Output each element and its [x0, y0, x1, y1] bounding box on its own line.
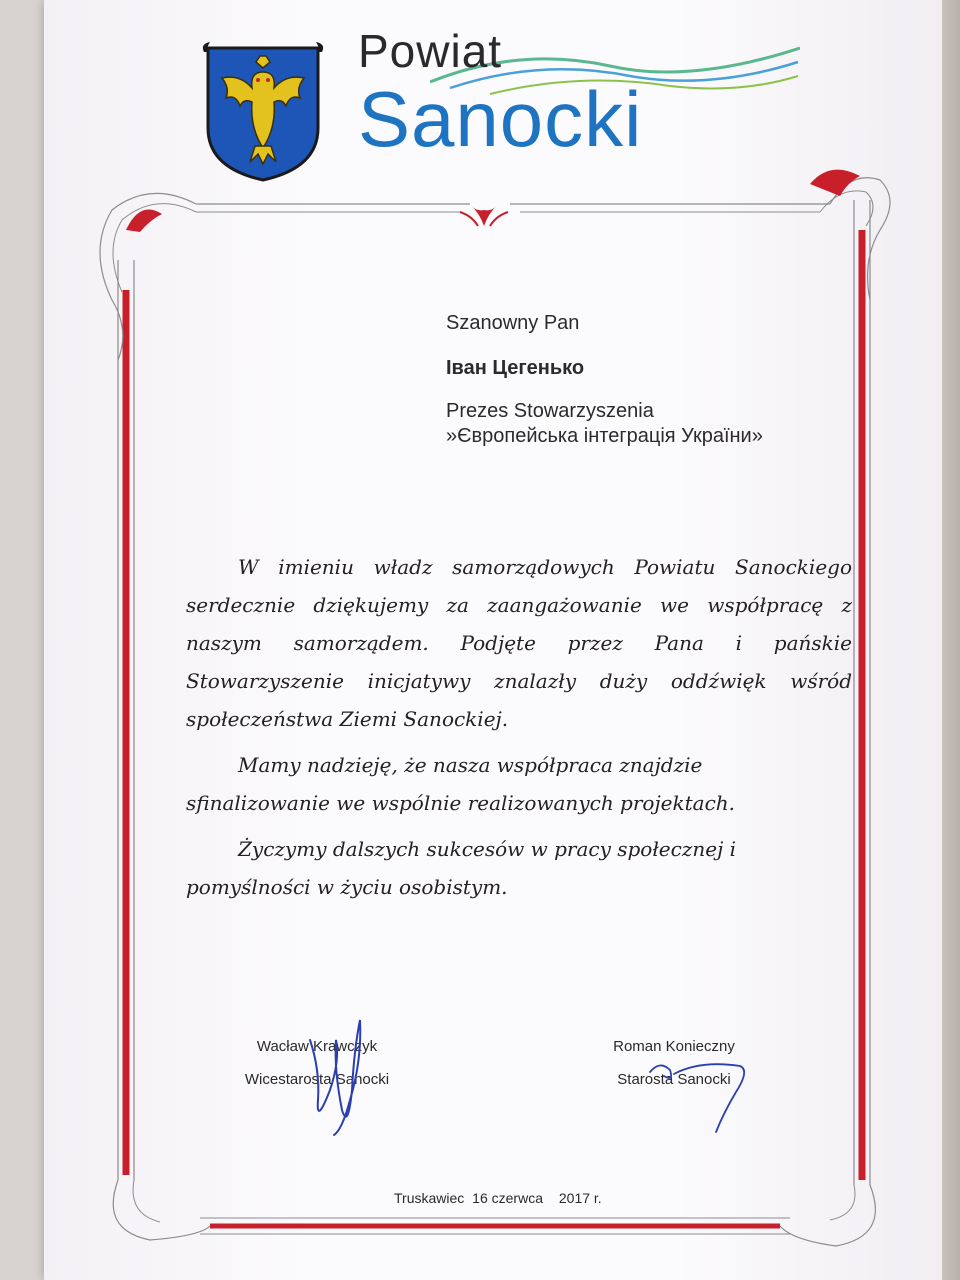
recipient-title-line1: Prezes Stowarzyszenia [446, 400, 654, 422]
body-paragraph-2: Mamy nadzieję, że nasza współpraca znajdzie sfinalizowanie we wspólnie realizowanych projektach. [186, 753, 736, 815]
signature-right [640, 1052, 760, 1134]
year: 2017 r. [558, 1190, 602, 1206]
coat-of-arms-icon [200, 38, 326, 184]
signatory-name: Roman Konieczny [613, 1038, 735, 1055]
recipient-name: Іван Цегенько [446, 357, 585, 379]
signatory-role: Starosta Sanocki [617, 1071, 731, 1088]
letter-body [186, 548, 852, 914]
logo-sanocki-text: Sanocki [358, 75, 643, 163]
salutation: Szanowny Pan [446, 312, 580, 334]
body-paragraph-3: Życzymy dalszych sukcesów w pracy społecznej i pomyślności w życiu osobistym. [186, 837, 737, 899]
place: Truskawiec [394, 1190, 465, 1206]
signatory-role: Wicestarosta Sanocki [244, 1071, 390, 1088]
recipient-title-line2: »Європейська інтеграція України» [446, 425, 763, 447]
signature-left [290, 1000, 380, 1140]
recipient-block [446, 312, 763, 448]
body-paragraph-1: W imieniu władz samorządowych Powiatu Sanockiego serdecznie dziękujemy za zaangażowanie we współpracę z naszym samorządem. Podjęte przez Pana i pańskie Stowarzyszenie inicjatywy znalazły duży oddźwięk wśród społeczeństwa Ziemi Sanockiej. [186, 555, 852, 731]
date: 16 czerwca [472, 1190, 543, 1206]
place-and-date [394, 1190, 606, 1206]
logo-powiat-text: Powiat [358, 25, 503, 77]
signatory-name: Wacław Krawczyk [256, 1038, 378, 1055]
